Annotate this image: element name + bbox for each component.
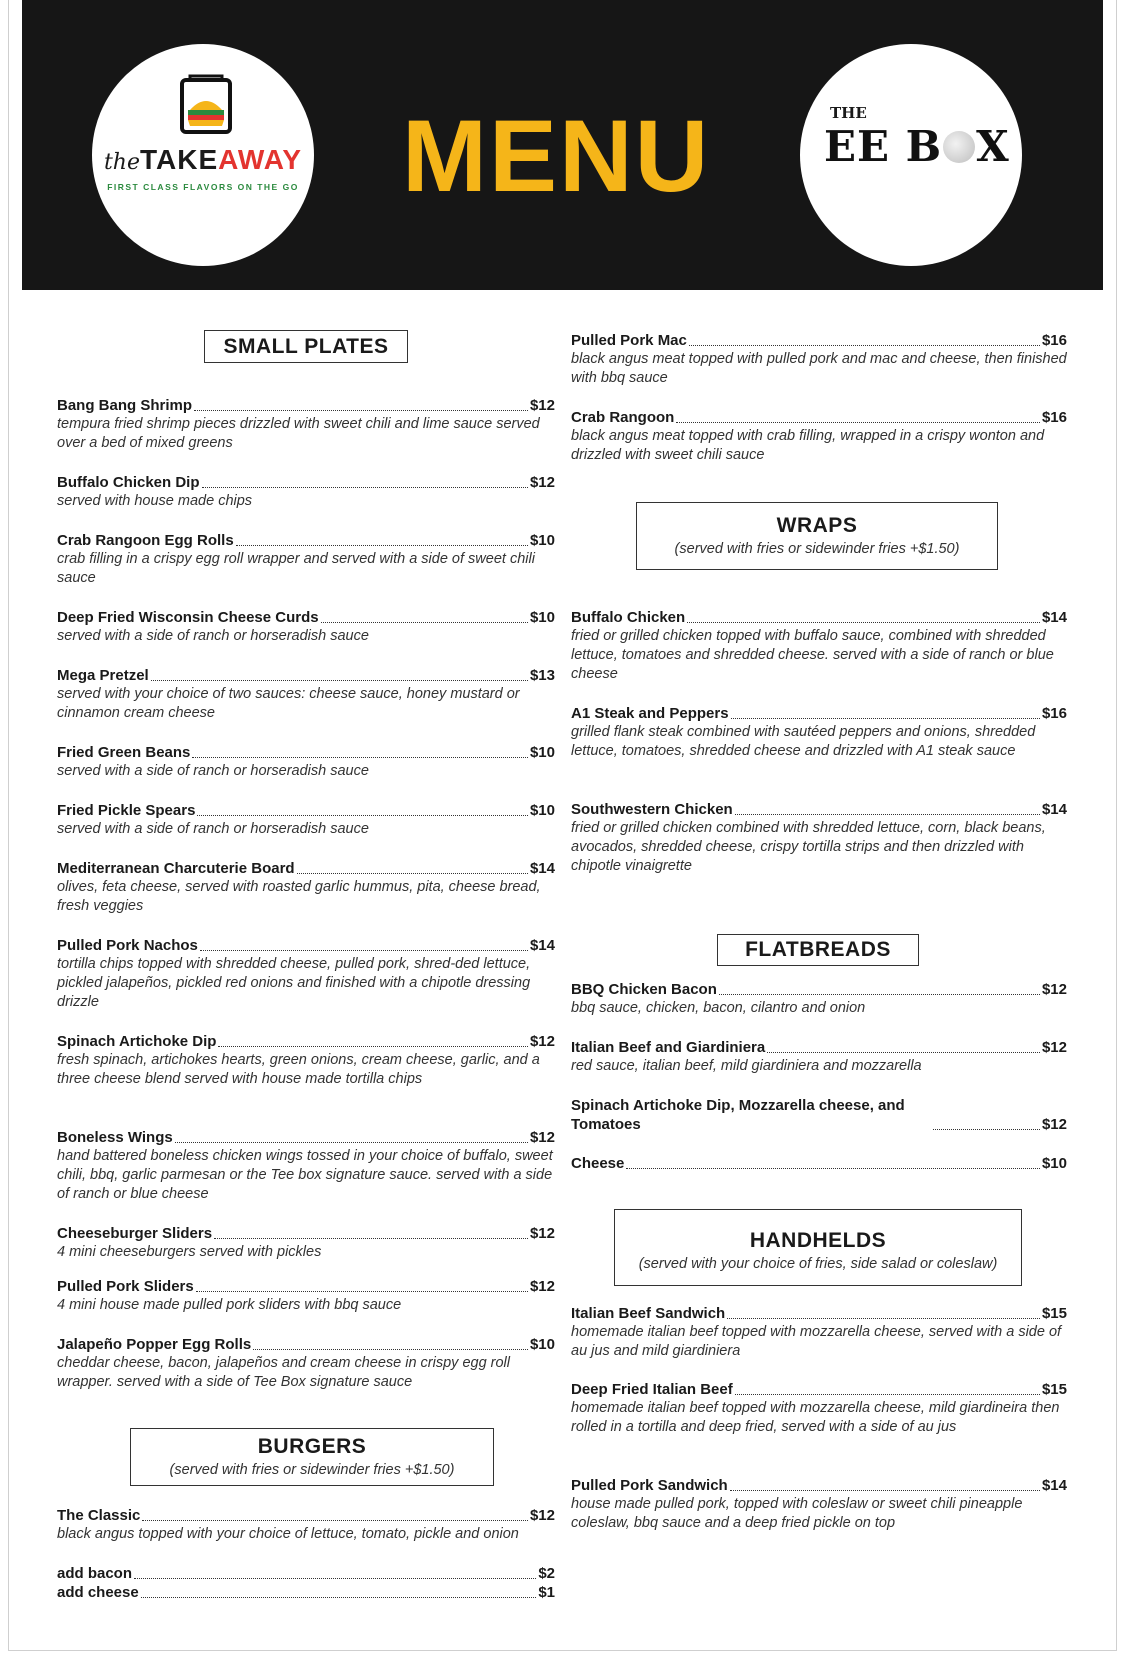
item-name: Fried Green Beans	[57, 744, 191, 761]
item-description: fresh spinach, artichokes hearts, green onions, cream cheese, garlic, and a three cheese blend served with house made tortilla chips	[57, 1052, 540, 1087]
menu-item	[57, 1564, 555, 1583]
item-name: Deep Fried Italian Beef	[571, 1381, 733, 1398]
item-description: tortilla chips topped with shredded cheese, pulled pork, shred-ded lettuce, pickled jalapeños, pickled red onions and finished with a chipotle dressing drizzle	[57, 956, 531, 1010]
item-price: $12	[529, 474, 555, 491]
menu-item	[57, 666, 555, 723]
item-description: served with a side of ranch or horseradish sauce	[57, 821, 369, 837]
item-price: $12	[529, 1225, 555, 1242]
item-price: $15	[1041, 1381, 1067, 1398]
item-price: $10	[529, 802, 555, 819]
teebox-the: THE	[830, 104, 867, 122]
menu-item	[571, 1476, 1067, 1533]
item-name: Fried Pickle Spears	[57, 802, 196, 819]
item-description: olives, feta cheese, served with roasted garlic hummus, pita, cheese bread, fresh veggies	[57, 879, 541, 914]
menu-item	[57, 1128, 555, 1204]
item-description: bbq sauce, chicken, bacon, cilantro and onion	[571, 1000, 866, 1016]
small-plates-heading-box	[204, 330, 408, 363]
item-description: crab filling in a crispy egg roll wrapper and served with a side of sweet chili sauce	[57, 551, 535, 586]
item-name: Bang Bang Shrimp	[57, 397, 193, 414]
menu-item	[57, 1032, 555, 1089]
flatbreads-title: FLATBREADS	[745, 938, 891, 961]
menu-item	[57, 1506, 555, 1544]
menu-item	[571, 1380, 1067, 1437]
item-name: Deep Fried Wisconsin Cheese Curds	[57, 609, 319, 626]
burgers-subtitle: (served with fries or sidewinder fries +$1.50)	[169, 1462, 455, 1478]
item-price: $1	[538, 1584, 555, 1601]
menu-item	[571, 704, 1067, 761]
item-price: $14	[1041, 801, 1067, 818]
item-price: $12	[1041, 1039, 1067, 1056]
menu-item	[57, 531, 555, 588]
item-description: cheddar cheese, bacon, jalapeños and cream cheese in crispy egg roll wrapper. served with a side of Tee Box signature sauce	[57, 1355, 510, 1390]
item-description: fried or grilled chicken combined with shredded lettuce, corn, black beans, avocados, shredded cheese, crispy tortilla strips and then drizzled with chipotle vinaigrette	[571, 820, 1046, 874]
wraps-title: WRAPS	[776, 514, 858, 537]
item-price: $15	[1041, 1305, 1067, 1322]
item-name: Italian Beef Sandwich	[571, 1305, 726, 1322]
handhelds-title: HANDHELDS	[749, 1229, 887, 1252]
item-description: tempura fried shrimp pieces drizzled with sweet chili and lime sauce served over a bed of mixed greens	[57, 416, 540, 451]
item-name: Jalapeño Popper Egg Rolls	[57, 1336, 252, 1353]
item-price: $12	[529, 1129, 555, 1146]
takeaway-the: the	[103, 150, 140, 175]
item-price: $10	[529, 744, 555, 761]
menu-item	[57, 1277, 555, 1315]
item-price: $14	[1041, 609, 1067, 626]
item-price: $14	[529, 860, 555, 877]
item-name: Boneless Wings	[57, 1129, 173, 1146]
takeaway-wordmark	[92, 144, 314, 176]
item-price: $12	[529, 1507, 555, 1524]
menu-item	[571, 1154, 1067, 1173]
takeaway-bag-icon	[176, 72, 236, 134]
item-description: black angus meat topped with pulled pork and mac and cheese, then finished with bbq sauce	[571, 351, 1067, 386]
menu-item	[57, 473, 555, 511]
teebox-logo	[800, 44, 1022, 266]
page-border-bottom	[8, 1650, 1117, 1651]
menu-item	[57, 859, 555, 916]
item-name: Cheese	[571, 1155, 625, 1172]
item-name: BBQ Chicken Bacon	[571, 981, 717, 998]
menu-item	[57, 396, 555, 453]
item-description: homemade italian beef topped with mozzarella cheese, mild giardineira then rolled in a tortilla and deep fried, served with a side of au jus	[571, 1400, 1060, 1435]
small-plates-title: SMALL PLATES	[223, 335, 389, 358]
item-price: $10	[529, 532, 555, 549]
menu-item	[571, 800, 1067, 876]
item-description: black angus meat topped with crab filling, wrapped in a crispy wonton and drizzled with sweet chili sauce	[571, 428, 1045, 463]
item-name: Pulled Pork Nachos	[57, 937, 198, 954]
page-border-right	[1116, 0, 1117, 1650]
flatbreads-heading-box	[717, 934, 919, 966]
menu-header	[22, 0, 1103, 290]
item-description: served with house made chips	[57, 493, 253, 509]
menu-item	[571, 608, 1067, 684]
item-price: $12	[529, 1033, 555, 1050]
menu-item	[571, 408, 1067, 465]
burgers-heading-box	[130, 1428, 494, 1486]
item-price: $14	[529, 937, 555, 954]
menu-item	[57, 1224, 555, 1262]
item-price: $16	[1041, 705, 1067, 722]
item-price: $10	[1041, 1155, 1067, 1172]
menu-item	[57, 743, 555, 781]
menu-item	[571, 331, 1067, 388]
wraps-heading-box	[636, 502, 998, 570]
item-description: house made pulled pork, topped with coleslaw or sweet chili pineapple coleslaw, bbq sauce and a deep fried pickle on top	[571, 1496, 1023, 1531]
item-name: The Classic	[57, 1507, 141, 1524]
item-name: Pulled Pork Mac	[571, 332, 687, 349]
menu-item	[571, 1096, 1067, 1134]
item-price: $12	[1041, 981, 1067, 998]
item-price: $12	[1041, 1116, 1067, 1133]
item-name: Pulled Pork Sandwich	[571, 1477, 728, 1494]
item-price: $10	[529, 609, 555, 626]
menu-item	[57, 608, 555, 646]
golf-ball-icon	[943, 131, 975, 163]
item-name: Cheeseburger Sliders	[57, 1225, 213, 1242]
item-name: Spinach Artichoke Dip	[57, 1033, 217, 1050]
menu-item	[571, 980, 1067, 1018]
item-description: hand battered boneless chicken wings tossed in your choice of buffalo, sweet chili, bbq, garlic parmesan or the Tee box signature sauce. served with a side of ranch or blue cheese	[57, 1148, 553, 1202]
item-name: Mega Pretzel	[57, 667, 149, 684]
item-name: Buffalo Chicken Dip	[57, 474, 200, 491]
item-description: homemade italian beef topped with mozzarella cheese, served with a side of au jus and mild giardiniera	[571, 1324, 1062, 1359]
handhelds-heading-box	[614, 1209, 1022, 1286]
menu-item	[571, 1038, 1067, 1076]
item-name: add bacon	[57, 1565, 133, 1582]
item-price: $12	[529, 1278, 555, 1295]
item-description: grilled flank steak combined with sautéed peppers and onions, shredded lettuce, tomatoes, shredded cheese and drizzled with A1 steak sauce	[571, 724, 1036, 759]
item-name: A1 Steak and Peppers	[571, 705, 729, 722]
item-description: served with your choice of two sauces: cheese sauce, honey mustard or cinnamon cream cheese	[57, 686, 520, 721]
item-price: $14	[1041, 1477, 1067, 1494]
item-name: Crab Rangoon Egg Rolls	[57, 532, 234, 549]
wraps-subtitle: (served with fries or sidewinder fries +$1.50)	[674, 541, 960, 557]
item-price: $13	[529, 667, 555, 684]
page-border-left	[8, 0, 9, 1650]
item-name: Mediterranean Charcuterie Board	[57, 860, 295, 877]
item-description: served with a side of ranch or horseradish sauce	[57, 628, 369, 644]
item-description: served with a side of ranch or horseradish sauce	[57, 763, 369, 779]
takeaway-away: AWAY	[218, 144, 303, 175]
item-description: 4 mini house made pulled pork sliders with bbq sauce	[57, 1297, 402, 1313]
item-name: Pulled Pork Sliders	[57, 1278, 194, 1295]
takeaway-tagline: FIRST CLASS FLAVORS ON THE GO	[107, 182, 299, 192]
teebox-wordmark	[824, 122, 1010, 171]
menu-item	[57, 1335, 555, 1392]
teebox-text-a: EE B	[824, 122, 943, 171]
menu-item	[57, 1583, 555, 1602]
item-name: Spinach Artichoke Dip, Mozzarella cheese, and Tomatoes	[571, 1097, 905, 1133]
item-description: 4 mini cheeseburgers served with pickles	[57, 1244, 322, 1260]
menu-item	[571, 1304, 1067, 1361]
item-description: black angus topped with your choice of lettuce, tomato, pickle and onion	[57, 1526, 519, 1542]
item-description: fried or grilled chicken topped with buffalo sauce, combined with shredded lettuce, tomatoes and shredded cheese. served with a side of ranch or blue cheese	[571, 628, 1054, 682]
item-price: $12	[529, 397, 555, 414]
item-name: add cheese	[57, 1584, 139, 1601]
item-name: Buffalo Chicken	[571, 609, 686, 626]
takeaway-logo	[92, 44, 314, 266]
burgers-title: BURGERS	[257, 1435, 367, 1458]
page-title: MENU	[402, 99, 711, 213]
takeaway-take: TAKE	[139, 144, 219, 175]
item-name: Italian Beef and Giardiniera	[571, 1039, 766, 1056]
item-name: Southwestern Chicken	[571, 801, 733, 818]
item-name: Crab Rangoon	[571, 409, 675, 426]
menu-item	[57, 801, 555, 839]
item-price: $16	[1041, 409, 1067, 426]
item-description: red sauce, italian beef, mild giardiniera and mozzarella	[571, 1058, 922, 1074]
item-price: $16	[1041, 332, 1067, 349]
item-price: $10	[529, 1336, 555, 1353]
handhelds-subtitle: (served with your choice of fries, side salad or coleslaw)	[638, 1256, 998, 1272]
menu-item	[57, 936, 555, 1012]
item-price: $2	[538, 1565, 555, 1582]
teebox-text-b: X	[976, 122, 1010, 171]
